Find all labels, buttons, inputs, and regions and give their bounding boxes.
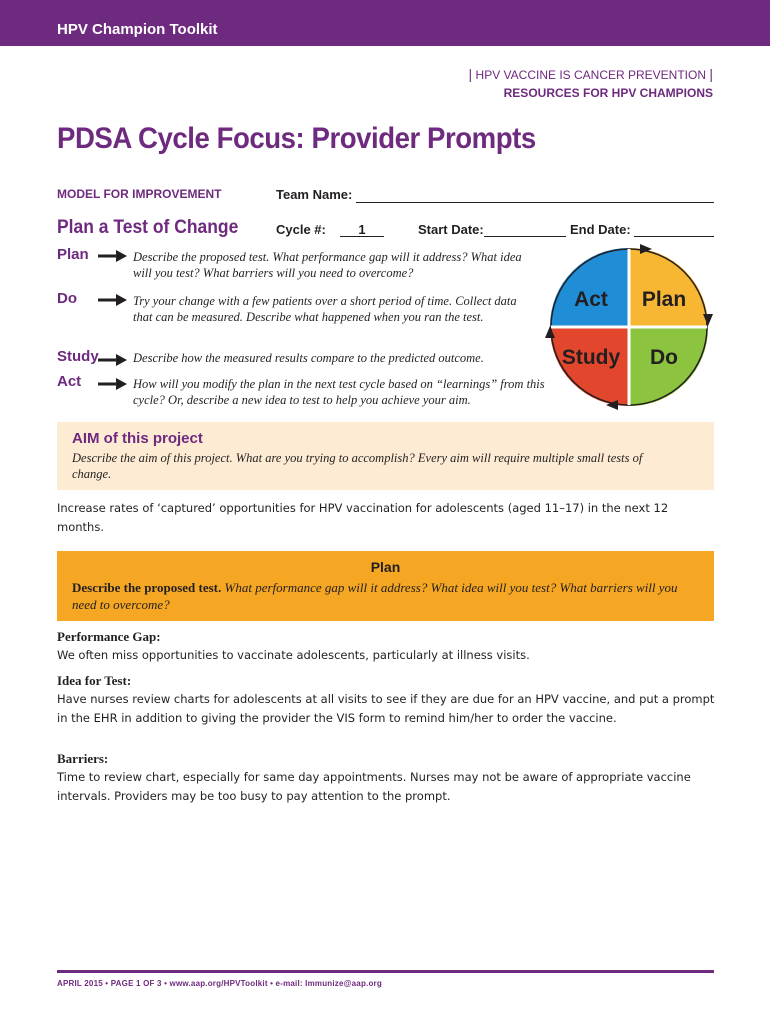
end-date-field[interactable]	[634, 236, 714, 237]
plan-box-title: Plan	[370, 559, 401, 575]
barriers-label: Barriers:	[57, 751, 109, 766]
team-name-label: Team Name:	[276, 187, 353, 202]
step-desc-plan: Describe the proposed test. What performance gap will it address? What idea will you test? What barriers will you need to overcome?	[133, 250, 522, 280]
aim-answer[interactable]: Increase rates of ‘captured’ opportunities for HPV vaccination for adolescents (aged 11–17) in the next 12 months.	[57, 501, 669, 534]
idea-label: Idea for Test:	[57, 673, 132, 688]
label-study: Study	[561, 346, 621, 369]
tagline-divider-left: |	[468, 66, 473, 82]
model-label: MODEL FOR IMPROVEMENT	[57, 187, 222, 201]
performance-gap-answer[interactable]: We often miss opportunities to vaccinate adolescents, particularly at illness visits.	[57, 648, 530, 662]
end-date-label: End Date:	[570, 222, 631, 237]
footer-rule	[57, 970, 714, 973]
subtagline: RESOURCES FOR HPV CHAMPIONS	[503, 86, 713, 100]
header-title: HPV Champion Toolkit	[57, 21, 218, 38]
footer-text: APRIL 2015 • PAGE 1 OF 3 • www.aap.org/HPVToolkit • e-mail: Immunize@aap.org	[57, 979, 382, 988]
plan-box-desc-italic: What performance gap will it address? What idea will you test? What barriers will you need to overcome?	[72, 580, 678, 612]
arrow-right-icon	[98, 292, 128, 308]
step-label-do: Do	[57, 290, 77, 307]
team-name-field[interactable]	[356, 202, 714, 203]
plan-box-desc-bold: Describe the proposed test.	[72, 580, 222, 595]
plan-box-description	[72, 579, 702, 613]
step-desc-act: How will you modify the plan in the next test cycle based on “learnings” from this cycle? Or, describe a new idea to test to help you achieve your aim.	[133, 377, 545, 407]
arrow-right-icon	[98, 376, 128, 392]
tagline-divider-right: |	[709, 66, 713, 82]
label-act: Act	[574, 288, 608, 311]
step-desc-do: Try your change with a few patients over a short period of time. Collect data that can be measured. Describe what happened when you ran the test.	[133, 294, 517, 324]
start-date-field[interactable]	[484, 236, 566, 237]
tagline-text: HPV VACCINE IS CANCER PREVENTION	[475, 68, 707, 82]
performance-gap-label: Performance Gap:	[57, 629, 161, 644]
plan-test-title: Plan a Test of Change	[57, 217, 239, 238]
step-label-plan: Plan	[57, 246, 89, 263]
label-plan: Plan	[641, 288, 687, 311]
pdsa-cycle-diagram	[540, 238, 720, 418]
label-do: Do	[650, 346, 678, 369]
step-label-act: Act	[57, 373, 82, 390]
arrow-right-icon	[98, 248, 128, 264]
start-date-label: Start Date:	[418, 222, 484, 237]
step-desc-study: Describe how the measured results compare to the predicted outcome.	[133, 351, 484, 365]
cycle-label: Cycle #:	[276, 222, 326, 237]
step-label-study: Study	[57, 348, 99, 365]
cycle-field[interactable]: 1	[358, 222, 366, 237]
aim-description: Describe the aim of this project. What are you trying to accomplish? Every aim will require multiple small tests of change.	[72, 451, 643, 481]
page-title: PDSA Cycle Focus: Provider Prompts	[57, 122, 536, 155]
barriers-answer[interactable]: Time to review chart, especially for same day appointments. Nurses may not be aware of appropriate vaccine intervals. Providers may be too busy to pay attention to the prompt.	[57, 770, 691, 803]
idea-answer[interactable]: Have nurses review charts for adolescents at all visits to see if they are due for an HPV vaccine, and put a prompt in the EHR in addition to giving the provider the VIS form to remind him/her to order the vaccine.	[57, 692, 715, 725]
arrow-right-icon	[98, 352, 128, 368]
tagline	[469, 67, 713, 81]
aim-title: AIM of this project	[72, 430, 203, 447]
